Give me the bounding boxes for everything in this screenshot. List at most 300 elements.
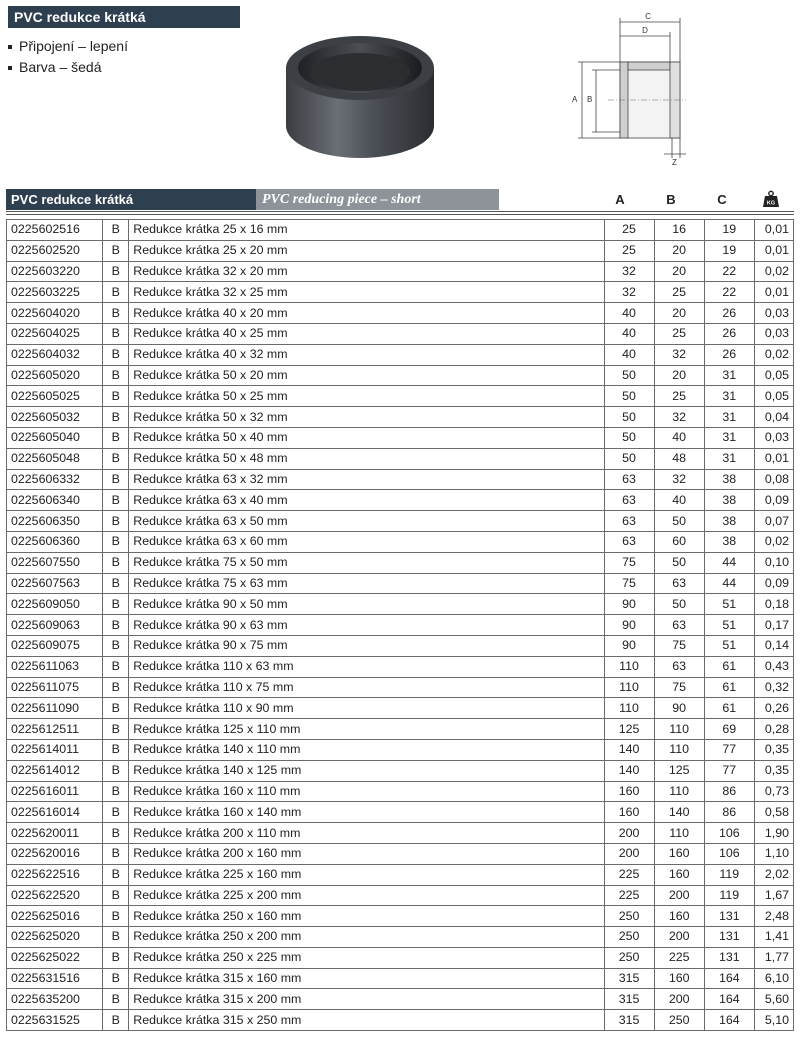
item-type: B — [103, 448, 129, 469]
dim-a: 25 — [604, 240, 654, 261]
item-type: B — [103, 407, 129, 428]
dim-c: 119 — [704, 864, 754, 885]
dim-c: 31 — [704, 407, 754, 428]
product-photo — [278, 18, 443, 168]
dim-label-z: Z — [672, 158, 677, 167]
weight: 0,01 — [754, 448, 793, 469]
feature-item — [8, 57, 128, 78]
table-row — [7, 864, 794, 885]
dim-b: 140 — [654, 802, 704, 823]
dim-a: 63 — [604, 511, 654, 532]
dim-a: 63 — [604, 531, 654, 552]
table-row — [7, 573, 794, 594]
weight: 0,18 — [754, 594, 793, 615]
item-description: Redukce krátka 140 x 110 mm — [129, 739, 604, 760]
dim-c: 131 — [704, 947, 754, 968]
item-description: Redukce krátka 140 x 125 mm — [129, 760, 604, 781]
item-type: B — [103, 719, 129, 740]
feature-list — [8, 36, 128, 78]
item-code: 0225605025 — [7, 386, 103, 407]
dim-b: 250 — [654, 1010, 704, 1031]
weight: 0,09 — [754, 490, 793, 511]
item-code: 0225609075 — [7, 635, 103, 656]
header-rule — [6, 211, 794, 212]
dim-b: 225 — [654, 947, 704, 968]
dim-b: 63 — [654, 615, 704, 636]
dim-c: 26 — [704, 344, 754, 365]
dim-a: 140 — [604, 760, 654, 781]
dim-label-b: B — [587, 95, 593, 104]
feature-color: Barva – šedá — [19, 59, 102, 75]
item-type: B — [103, 864, 129, 885]
table-row — [7, 407, 794, 428]
weight: 0,02 — [754, 344, 793, 365]
dim-b: 75 — [654, 677, 704, 698]
dim-b: 50 — [654, 552, 704, 573]
dim-c: 164 — [704, 989, 754, 1010]
table-row — [7, 220, 794, 241]
item-code: 0225625020 — [7, 927, 103, 948]
item-code: 0225607550 — [7, 552, 103, 573]
dim-a: 75 — [604, 552, 654, 573]
dim-b: 16 — [654, 220, 704, 241]
kg-icon-text: KG — [766, 200, 776, 207]
item-code: 0225625016 — [7, 906, 103, 927]
dim-a: 32 — [604, 282, 654, 303]
weight: 0,09 — [754, 573, 793, 594]
table-row — [7, 240, 794, 261]
item-type: B — [103, 615, 129, 636]
weight: 0,14 — [754, 635, 793, 656]
bullet-icon — [8, 66, 12, 70]
dim-b: 63 — [654, 573, 704, 594]
item-type: B — [103, 885, 129, 906]
weight: 0,43 — [754, 656, 793, 677]
dim-a: 63 — [604, 469, 654, 490]
dim-b: 50 — [654, 511, 704, 532]
table-row — [7, 698, 794, 719]
weight: 0,28 — [754, 719, 793, 740]
item-type: B — [103, 677, 129, 698]
item-code: 0225606332 — [7, 469, 103, 490]
weight: 5,60 — [754, 989, 793, 1010]
dim-a: 160 — [604, 802, 654, 823]
dim-label-a: A — [572, 95, 578, 104]
item-description: Redukce krátka 40 x 20 mm — [129, 303, 604, 324]
col-header-a: A — [615, 192, 625, 207]
weight: 0,03 — [754, 303, 793, 324]
item-type: B — [103, 552, 129, 573]
dim-c: 19 — [704, 240, 754, 261]
header-rule — [6, 214, 794, 215]
item-code: 0225602516 — [7, 220, 103, 241]
item-type: B — [103, 947, 129, 968]
dim-c: 164 — [704, 1010, 754, 1031]
weight: 2,02 — [754, 864, 793, 885]
dim-b: 20 — [654, 365, 704, 386]
dim-a: 90 — [604, 615, 654, 636]
dim-a: 50 — [604, 448, 654, 469]
item-description: Redukce krátka 225 x 200 mm — [129, 885, 604, 906]
dim-c: 61 — [704, 698, 754, 719]
weight: 1,10 — [754, 843, 793, 864]
dim-b: 32 — [654, 344, 704, 365]
table-row — [7, 303, 794, 324]
dim-b: 160 — [654, 843, 704, 864]
dim-c: 119 — [704, 885, 754, 906]
table-row — [7, 594, 794, 615]
table-row — [7, 989, 794, 1010]
table-row — [7, 927, 794, 948]
item-type: B — [103, 344, 129, 365]
weight: 0,08 — [754, 469, 793, 490]
item-type: B — [103, 573, 129, 594]
dim-a: 50 — [604, 427, 654, 448]
dim-b: 32 — [654, 407, 704, 428]
dim-a: 90 — [604, 635, 654, 656]
weight: 0,26 — [754, 698, 793, 719]
dim-c: 44 — [704, 573, 754, 594]
dim-c: 38 — [704, 531, 754, 552]
feature-connection: Připojení – lepení — [19, 38, 128, 54]
item-type: B — [103, 781, 129, 802]
table-row — [7, 448, 794, 469]
dim-a: 40 — [604, 323, 654, 344]
item-description: Redukce krátka 25 x 20 mm — [129, 240, 604, 261]
item-description: Redukce krátka 32 x 25 mm — [129, 282, 604, 303]
item-description: Redukce krátka 250 x 225 mm — [129, 947, 604, 968]
item-description: Redukce krátka 50 x 20 mm — [129, 365, 604, 386]
table-row — [7, 386, 794, 407]
weight: 0,35 — [754, 739, 793, 760]
item-code: 0225606350 — [7, 511, 103, 532]
dim-b: 20 — [654, 303, 704, 324]
table-row — [7, 282, 794, 303]
item-code: 0225609050 — [7, 594, 103, 615]
dim-c: 26 — [704, 323, 754, 344]
item-code: 0225622516 — [7, 864, 103, 885]
dim-a: 50 — [604, 407, 654, 428]
weight: 0,07 — [754, 511, 793, 532]
dim-a: 315 — [604, 1010, 654, 1031]
dim-a: 200 — [604, 843, 654, 864]
table-row — [7, 531, 794, 552]
dim-c: 51 — [704, 635, 754, 656]
item-type: B — [103, 843, 129, 864]
item-description: Redukce krátka 63 x 50 mm — [129, 511, 604, 532]
weight: 0,05 — [754, 365, 793, 386]
dim-b: 75 — [654, 635, 704, 656]
dim-a: 40 — [604, 344, 654, 365]
item-type: B — [103, 802, 129, 823]
item-type: B — [103, 220, 129, 241]
item-code: 0225605040 — [7, 427, 103, 448]
weight: 0,04 — [754, 407, 793, 428]
dim-c: 38 — [704, 490, 754, 511]
table-row — [7, 656, 794, 677]
item-code: 0225622520 — [7, 885, 103, 906]
dim-c: 86 — [704, 802, 754, 823]
item-type: B — [103, 594, 129, 615]
item-description: Redukce krátka 50 x 32 mm — [129, 407, 604, 428]
dim-c: 31 — [704, 365, 754, 386]
table-row — [7, 365, 794, 386]
item-type: B — [103, 823, 129, 844]
item-description: Redukce krátka 40 x 25 mm — [129, 323, 604, 344]
item-type: B — [103, 698, 129, 719]
table-row — [7, 1010, 794, 1031]
dim-c: 51 — [704, 594, 754, 615]
item-description: Redukce krátka 200 x 110 mm — [129, 823, 604, 844]
item-description: Redukce krátka 63 x 32 mm — [129, 469, 604, 490]
item-code: 0225604025 — [7, 323, 103, 344]
table-row — [7, 802, 794, 823]
dim-b: 25 — [654, 282, 704, 303]
dim-b: 20 — [654, 240, 704, 261]
item-code: 0225604020 — [7, 303, 103, 324]
item-description: Redukce krátka 40 x 32 mm — [129, 344, 604, 365]
table-row — [7, 490, 794, 511]
item-code: 0225614012 — [7, 760, 103, 781]
dim-b: 200 — [654, 885, 704, 906]
dim-c: 31 — [704, 386, 754, 407]
dim-c: 86 — [704, 781, 754, 802]
table-row — [7, 427, 794, 448]
dim-c: 77 — [704, 739, 754, 760]
table-row — [7, 843, 794, 864]
table-row — [7, 823, 794, 844]
section-title-cz: PVC redukce krátká — [6, 189, 256, 210]
item-code: 0225606340 — [7, 490, 103, 511]
section-title-en: PVC reducing piece – short — [256, 189, 499, 210]
dim-a: 50 — [604, 386, 654, 407]
bullet-icon — [8, 45, 12, 49]
item-type: B — [103, 1010, 129, 1031]
item-description: Redukce krátka 90 x 75 mm — [129, 635, 604, 656]
dim-c: 61 — [704, 656, 754, 677]
dim-b: 60 — [654, 531, 704, 552]
weight: 0,05 — [754, 386, 793, 407]
dim-a: 315 — [604, 989, 654, 1010]
dim-b: 160 — [654, 968, 704, 989]
item-description: Redukce krátka 225 x 160 mm — [129, 864, 604, 885]
item-description: Redukce krátka 110 x 75 mm — [129, 677, 604, 698]
dim-a: 160 — [604, 781, 654, 802]
dim-c: 22 — [704, 261, 754, 282]
item-description: Redukce krátka 160 x 110 mm — [129, 781, 604, 802]
table-row — [7, 739, 794, 760]
dim-a: 315 — [604, 968, 654, 989]
item-code: 0225620011 — [7, 823, 103, 844]
item-description: Redukce krátka 315 x 200 mm — [129, 989, 604, 1010]
item-type: B — [103, 386, 129, 407]
item-type: B — [103, 427, 129, 448]
dim-b: 160 — [654, 864, 704, 885]
table-row — [7, 906, 794, 927]
col-header-b: B — [666, 192, 676, 207]
item-code: 0225602520 — [7, 240, 103, 261]
item-type: B — [103, 968, 129, 989]
item-code: 0225611063 — [7, 656, 103, 677]
dim-b: 40 — [654, 490, 704, 511]
table-row — [7, 344, 794, 365]
dim-a: 50 — [604, 365, 654, 386]
item-type: B — [103, 927, 129, 948]
weight: 0,03 — [754, 427, 793, 448]
item-description: Redukce krátka 32 x 20 mm — [129, 261, 604, 282]
item-code: 0225620016 — [7, 843, 103, 864]
dim-a: 200 — [604, 823, 654, 844]
dim-b: 25 — [654, 323, 704, 344]
weight: 6,10 — [754, 968, 793, 989]
item-description: Redukce krátka 25 x 16 mm — [129, 220, 604, 241]
dim-b: 110 — [654, 823, 704, 844]
dim-c: 31 — [704, 448, 754, 469]
item-code: 0225604032 — [7, 344, 103, 365]
item-description: Redukce krátka 125 x 110 mm — [129, 719, 604, 740]
item-type: B — [103, 469, 129, 490]
item-description: Redukce krátka 50 x 25 mm — [129, 386, 604, 407]
dim-b: 32 — [654, 469, 704, 490]
item-description: Redukce krátka 50 x 40 mm — [129, 427, 604, 448]
weight: 1,90 — [754, 823, 793, 844]
weight: 0,32 — [754, 677, 793, 698]
item-description: Redukce krátka 160 x 140 mm — [129, 802, 604, 823]
dim-b: 110 — [654, 781, 704, 802]
dim-a: 25 — [604, 220, 654, 241]
dim-c: 61 — [704, 677, 754, 698]
item-description: Redukce krátka 90 x 50 mm — [129, 594, 604, 615]
table-row — [7, 615, 794, 636]
dim-c: 38 — [704, 511, 754, 532]
dim-b: 110 — [654, 719, 704, 740]
dim-c: 19 — [704, 220, 754, 241]
item-code: 0225605048 — [7, 448, 103, 469]
weight: 0,01 — [754, 240, 793, 261]
item-code: 0225616014 — [7, 802, 103, 823]
item-code: 0225609063 — [7, 615, 103, 636]
weight: 1,77 — [754, 947, 793, 968]
table-row — [7, 885, 794, 906]
item-type: B — [103, 323, 129, 344]
dim-b: 90 — [654, 698, 704, 719]
dim-b: 40 — [654, 427, 704, 448]
weight: 1,67 — [754, 885, 793, 906]
item-code: 0225612511 — [7, 719, 103, 740]
table-row — [7, 760, 794, 781]
dim-c: 51 — [704, 615, 754, 636]
dim-c: 106 — [704, 823, 754, 844]
table-row — [7, 261, 794, 282]
item-code: 0225616011 — [7, 781, 103, 802]
dim-c: 44 — [704, 552, 754, 573]
weight: 0,01 — [754, 282, 793, 303]
dim-c: 164 — [704, 968, 754, 989]
dim-b: 200 — [654, 989, 704, 1010]
dim-c: 106 — [704, 843, 754, 864]
dim-c: 131 — [704, 927, 754, 948]
item-code: 0225611075 — [7, 677, 103, 698]
item-description: Redukce krátka 110 x 63 mm — [129, 656, 604, 677]
dimension-drawing — [568, 8, 690, 168]
table-row — [7, 552, 794, 573]
dim-b: 63 — [654, 656, 704, 677]
dim-c: 22 — [704, 282, 754, 303]
dim-c: 77 — [704, 760, 754, 781]
page-title: PVC redukce krátká — [8, 6, 240, 28]
item-description: Redukce krátka 250 x 200 mm — [129, 927, 604, 948]
item-code: 0225631516 — [7, 968, 103, 989]
item-type: B — [103, 739, 129, 760]
item-type: B — [103, 490, 129, 511]
table-row — [7, 781, 794, 802]
dim-a: 75 — [604, 573, 654, 594]
item-code: 0225635200 — [7, 989, 103, 1010]
weight: 0,03 — [754, 323, 793, 344]
item-type: B — [103, 261, 129, 282]
item-type: B — [103, 656, 129, 677]
item-description: Redukce krátka 50 x 48 mm — [129, 448, 604, 469]
item-code: 0225605020 — [7, 365, 103, 386]
dim-a: 110 — [604, 698, 654, 719]
item-type: B — [103, 989, 129, 1010]
dim-b: 50 — [654, 594, 704, 615]
item-type: B — [103, 365, 129, 386]
item-type: B — [103, 240, 129, 261]
dim-a: 125 — [604, 719, 654, 740]
dim-a: 90 — [604, 594, 654, 615]
item-code: 0225603225 — [7, 282, 103, 303]
item-type: B — [103, 531, 129, 552]
item-code: 0225606360 — [7, 531, 103, 552]
item-code: 0225614011 — [7, 739, 103, 760]
dim-b: 160 — [654, 906, 704, 927]
table-row — [7, 511, 794, 532]
item-code: 0225611090 — [7, 698, 103, 719]
weight: 0,58 — [754, 802, 793, 823]
dim-a: 63 — [604, 490, 654, 511]
feature-item — [8, 36, 128, 57]
item-type: B — [103, 303, 129, 324]
item-code: 0225605032 — [7, 407, 103, 428]
dim-b: 48 — [654, 448, 704, 469]
dim-c: 31 — [704, 427, 754, 448]
item-description: Redukce krátka 63 x 60 mm — [129, 531, 604, 552]
weight: 2,48 — [754, 906, 793, 927]
item-type: B — [103, 760, 129, 781]
table-row — [7, 947, 794, 968]
dim-c: 69 — [704, 719, 754, 740]
dim-a: 250 — [604, 947, 654, 968]
table-row — [7, 469, 794, 490]
item-type: B — [103, 635, 129, 656]
table-row — [7, 677, 794, 698]
item-type: B — [103, 282, 129, 303]
item-description: Redukce krátka 315 x 250 mm — [129, 1010, 604, 1031]
kg-weight-icon — [762, 190, 780, 208]
item-type: B — [103, 511, 129, 532]
weight: 0,02 — [754, 261, 793, 282]
weight: 0,01 — [754, 220, 793, 241]
weight: 5,10 — [754, 1010, 793, 1031]
item-description: Redukce krátka 110 x 90 mm — [129, 698, 604, 719]
weight: 0,10 — [754, 552, 793, 573]
dim-a: 110 — [604, 656, 654, 677]
item-code: 0225625022 — [7, 947, 103, 968]
item-code: 0225607563 — [7, 573, 103, 594]
item-type: B — [103, 906, 129, 927]
weight: 0,17 — [754, 615, 793, 636]
